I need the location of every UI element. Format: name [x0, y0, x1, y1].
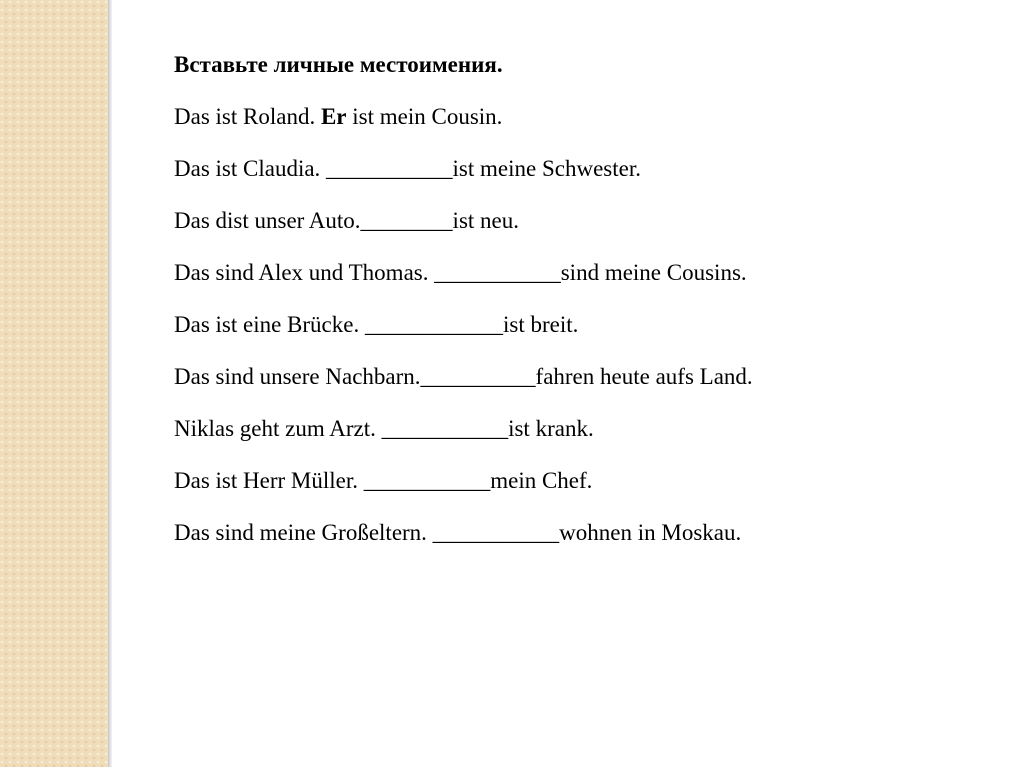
- exercise-sentence-1: Das ist Claudia. ___________ist meine Schwester.: [174, 156, 641, 181]
- exercise-sentence-6: Niklas geht zum Arzt. ___________ist krank.: [174, 416, 594, 441]
- exercise-sentence-3: Das sind Alex und Thomas. ___________sind meine Cousins.: [174, 260, 747, 285]
- exercise-sentence-2: Das dist unser Auto.________ist neu.: [174, 208, 519, 233]
- example-answer: Er: [320, 104, 347, 129]
- exercise-sentence-8: Das sind meine Großeltern. ___________wohnen in Moskau.: [174, 520, 742, 545]
- example-after: ist mein Cousin.: [346, 104, 503, 129]
- exercise-content: [174, 52, 994, 572]
- exercise-sentence-5: Das sind unsere Nachbarn.__________fahren heute aufs Land.: [174, 364, 753, 389]
- decorative-side-panel: [0, 0, 108, 767]
- example-sentence: [174, 104, 994, 130]
- exercise-sentence-7: Das ist Herr Müller. ___________mein Chef.: [174, 468, 593, 493]
- exercise-title: Вставьте личные местоимения.: [174, 52, 503, 77]
- example-before: Das ist Roland.: [174, 104, 321, 129]
- slide: [112, 0, 1024, 767]
- exercise-sentence-4: Das ist eine Brücke. ____________ist breit.: [174, 312, 579, 337]
